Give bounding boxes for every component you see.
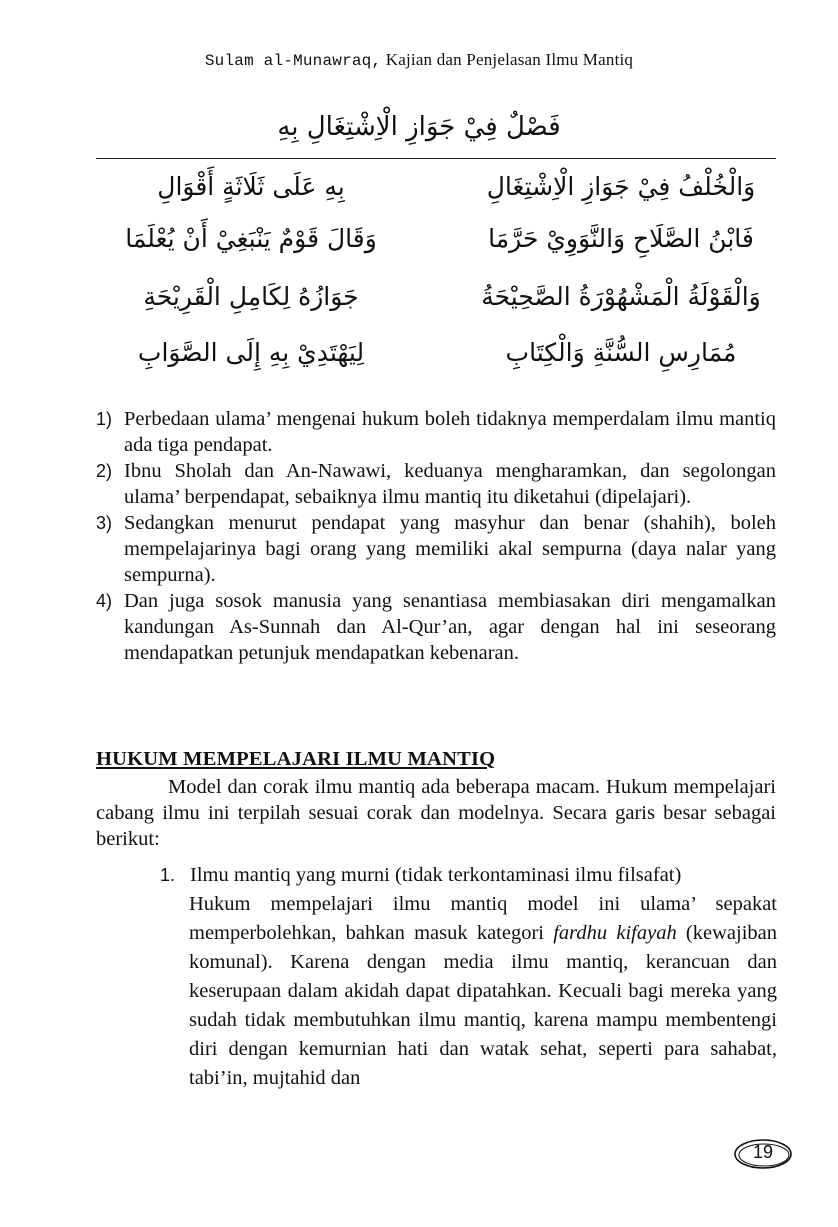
translation-list bbox=[96, 406, 776, 666]
verse-row bbox=[96, 282, 776, 332]
title-rule bbox=[96, 158, 776, 159]
item-title bbox=[160, 862, 776, 888]
list-item bbox=[96, 510, 776, 588]
page-number: 19 bbox=[752, 1142, 774, 1162]
header-title-rest: Kajian dan Penjelasan Ilmu Mantiq bbox=[381, 50, 634, 69]
list-item bbox=[96, 406, 776, 458]
verse-row bbox=[96, 224, 776, 274]
item-body-part-b: (kewajiban komunal). Karena dengan media ilmu mantiq, kerancuan dan keserupaan dalam akidah dapat dipatahkan. Kecuali bagi mereka yang sudah tidak membutuhkan ilmu mantiq, karena mampu membentengi diri dengan kemurnian hati dan watak sehat, seperti para sahabat, tabi’in, mujtahid dan bbox=[189, 922, 777, 1089]
list-number: 4) bbox=[96, 591, 113, 611]
item-title-text: Ilmu mantiq yang murni (tidak terkontaminasi ilmu filsafat) bbox=[190, 864, 682, 886]
verse-second-hemistich: وَقَالَ قَوْمٌ يَنْبَغِيْ أَنْ يُعْلَمَا bbox=[125, 224, 377, 253]
item-body-part-a: Hukum mempelajari ilmu mantiq model ini ulama’ sepakat memperbolehkan, bahkan masuk kategori bbox=[189, 893, 777, 944]
verse-second-hemistich: لِيَهْتَدِيْ بِهِ إِلَى الصَّوَابِ bbox=[137, 338, 365, 367]
verse-second-hemistich: بِهِ عَلَى ثَلَاثَةٍ أَقْوَالِ bbox=[157, 172, 345, 201]
list-number: 1) bbox=[96, 409, 113, 429]
verse-first-hemistich: وَالْخُلْفُ فِيْ جَوَازِ الْاِشْتِغَالِ bbox=[486, 172, 756, 201]
verse-first-hemistich: فَابْنُ الصَّلَاحِ وَالنَّوَوِيْ حَرَّمَا bbox=[488, 224, 754, 253]
list-item bbox=[96, 458, 776, 510]
verse-second-hemistich: جَوَازُهُ لِكَامِلِ الْقَرِيْحَةِ bbox=[143, 282, 359, 311]
list-text: Dan juga sosok manusia yang senantiasa membiasakan diri mengamalkan kandungan As-Sunnah dan Al-Qur’an, agar dengan hal ini seseorang mendapatkan petunjuk mendapatkan kebenaran. bbox=[124, 590, 776, 664]
section-intro: Model dan corak ilmu mantiq ada beberapa macam. Hukum mempelajari cabang ilmu ini terpilah sesuai corak dan modelnya. Secara garis besar sebagai berikut: bbox=[96, 776, 776, 850]
running-header bbox=[0, 50, 838, 70]
item-number: 1. bbox=[160, 865, 176, 885]
list-number: 3) bbox=[96, 513, 113, 533]
section-heading: HUKUM MEMPELAJARI ILMU MANTIQ bbox=[96, 748, 496, 770]
list-number: 2) bbox=[96, 461, 113, 481]
item-body-term: fardhu kifayah bbox=[553, 922, 677, 944]
list-text: Perbedaan ulama’ mengenai hukum boleh tidaknya memperdalam ilmu mantiq ada tiga pendapat. bbox=[124, 408, 776, 456]
list-text: Sedangkan menurut pendapat yang masyhur dan benar (shahih), boleh mempelajarinya bagi orang yang memiliki akal sempurna (daya nalar yang sempurna). bbox=[124, 512, 776, 586]
page-number-badge bbox=[733, 1138, 793, 1170]
verse-row bbox=[96, 338, 776, 388]
verse-first-hemistich: مُمَارِسِ السُّنَّةِ وَالْكِتَابِ bbox=[505, 338, 737, 367]
item-body bbox=[189, 890, 777, 1093]
verse-row bbox=[96, 172, 776, 222]
header-title-mono: Sulam al-Munawraq, bbox=[204, 52, 382, 70]
list-text: Ibnu Sholah dan An-Nawawi, keduanya mengharamkan, dan segolongan ulama’ berpendapat, sebaiknya ilmu mantiq itu diketahui (dipelajari). bbox=[124, 460, 776, 508]
list-item bbox=[96, 588, 776, 666]
arabic-chapter-title: فَصْلٌ فِيْ جَوَازِ الْاِشْتِغَالِ بِهِ bbox=[277, 112, 561, 142]
verse-first-hemistich: وَالْقَوْلَةُ الْمَشْهُوْرَةُ الصَّحِيْحَةُ bbox=[481, 282, 761, 311]
